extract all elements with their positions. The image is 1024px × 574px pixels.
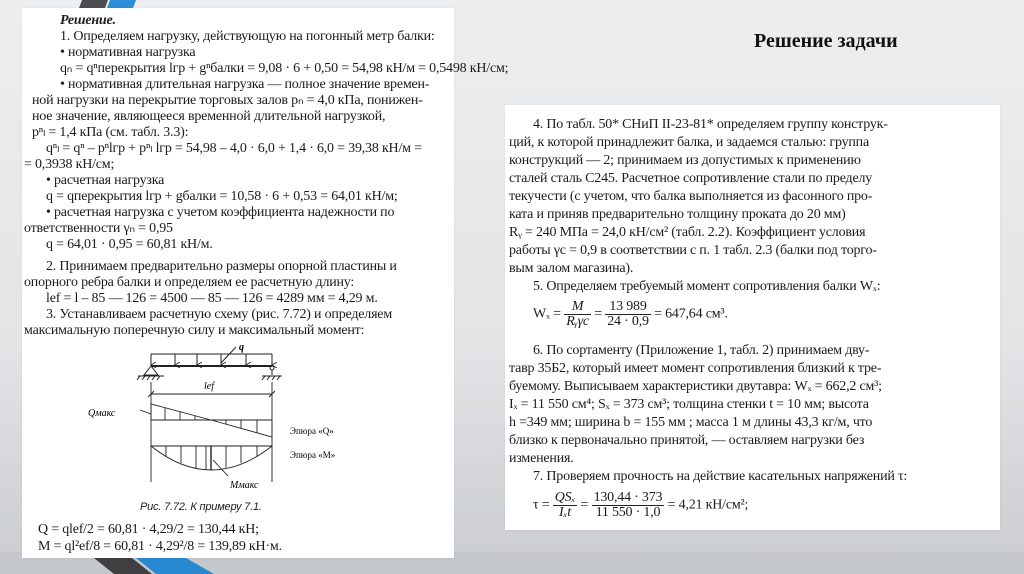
denominator: 11 550 · 1,0 <box>595 505 661 520</box>
text-line: ций, к которой принадлежит балка, и задаемся сталью: группа <box>509 135 869 150</box>
text-line: сталей сталь С245. Расчетное сопротивление стали по пределу <box>509 171 873 186</box>
equals: = <box>594 306 602 322</box>
wx-lhs: Wₓ = <box>533 306 561 322</box>
bottom-chevron-decoration <box>90 558 230 574</box>
fraction <box>592 491 665 520</box>
beam-diagram <box>82 342 402 494</box>
solution-page-left <box>22 8 509 558</box>
chevron-dark <box>79 0 108 8</box>
text-line: максимальную поперечную силу и максимальный момент: <box>24 323 365 338</box>
wx-result: = 647,64 см³. <box>654 306 728 322</box>
distributed-load-q <box>151 347 272 365</box>
fraction <box>553 491 578 520</box>
text-line: ной нагрузки на перекрытие торговых залов pₙ = 4,0 кПа, понижен- <box>32 93 423 108</box>
text-line: изменения. <box>509 451 574 466</box>
formula-line: qₙ = qⁿперекрытия lгр + gⁿбалки = 9,08 · 6 + 0,50 = 54,98 кН/м = 0,5498 кН/см; <box>60 61 509 76</box>
formula-line: q = 64,01 · 0,95 = 60,81 кН/м. <box>46 237 213 252</box>
label-epure-m: Эпюра «M» <box>290 450 336 460</box>
label-epure-q: Эпюра «Q» <box>290 426 334 436</box>
moment-result: M = ql²ef/8 = 60,81 · 4,29²/8 = 139,89 кН·м. <box>38 539 282 554</box>
text-line: текучести (с учетом, что балка выполняется из фасонного про- <box>509 189 873 204</box>
denominator: 24 · 0,9 <box>607 314 649 329</box>
slide-title: Решение задачи <box>754 30 898 52</box>
text-line: ката и приняв предварительно толщину проката до 20 мм) <box>509 207 846 222</box>
label-mmax: Mмакс <box>230 480 259 491</box>
text-line: ное значение, являющееся временной длительной нагрузкой, <box>32 109 386 124</box>
roller-support-right <box>262 366 282 380</box>
text-line: вым залом магазина). <box>509 261 634 276</box>
text-line: • расчетная нагрузка <box>46 173 165 188</box>
text-line: pⁿₗ = 1,4 кПа (см. табл. 3.3): <box>32 125 189 140</box>
numerator: QSₓ <box>554 490 576 505</box>
text-line: • расчетная нагрузка с учетом коэффициента надежности по <box>46 205 395 220</box>
text-line: h =349 мм; ширина b = 155 мм ; масса 1 м длины 43,3 кг/м, что <box>509 415 873 430</box>
text-line: близко к первоначально принятой, — оставляем нагрузки без <box>509 433 865 448</box>
text-line: 2. Принимаем предварительно размеры опорной пластины и <box>46 259 397 274</box>
label-qmax: Qмакс <box>88 408 116 419</box>
text-line: буемому. Выписываем характеристики двутавра: Wₓ = 662,2 см³; <box>509 379 882 394</box>
text-line: = 0,3938 кН/см; <box>24 157 115 172</box>
tau-lhs: τ = <box>533 497 550 513</box>
formula-line: q = qперекрытия lгр + gбалки = 10,58 · 6 + 0,53 = 64,01 кН/м; <box>46 189 398 204</box>
figure-caption: Рис. 7.72. К примеру 7.1. <box>140 501 262 513</box>
text-line: 1. Определяем нагрузку, действующую на погонный метр балки: <box>60 29 435 44</box>
fraction <box>564 300 591 329</box>
numerator: M <box>564 300 591 315</box>
text-line: 3. Устанавливаем расчетную схему (рис. 7.72) и определяем <box>46 307 392 322</box>
label-q: q <box>239 342 244 353</box>
chevron-blue <box>107 0 136 8</box>
pin-support-left <box>137 366 164 380</box>
formula-line: qⁿₗ = qⁿ – pⁿlгр + pⁿₗ lгр = 54,98 – 4,0 · 6,0 + 1,4 · 6,0 = 39,38 кН/м = <box>46 141 422 156</box>
text-line: 6. По сортаменту (Приложение 1, табл. 2) принимаем дву- <box>533 343 870 358</box>
solution-page-right <box>505 105 1000 530</box>
text-line: 4. По табл. 50* СНиП II-23-81* определяем группу конструк- <box>533 117 888 132</box>
text-line: Iₓ = 11 550 см⁴; Sₓ = 373 см³; толщина стенки t = 10 мм; высота <box>509 397 869 412</box>
text-line: 7. Проверяем прочность на действие касательных напряжений τ: <box>533 469 908 484</box>
text-line: опорного ребра балки и определяем ее расчетную длину: <box>24 275 355 290</box>
formula-tau <box>533 491 748 520</box>
text-line: работы γc = 0,9 в соответствии с п. 1 табл. 2.3 (балки под торго- <box>509 243 877 258</box>
shear-diagram <box>140 404 272 437</box>
text-line: ответственности γₙ = 0,95 <box>24 221 173 236</box>
shear-result: Q = qlef/2 = 60,81 · 4,29/2 = 130,44 кН; <box>38 522 259 537</box>
text-line: • нормативная длительная нагрузка — полное значение времен- <box>60 77 430 92</box>
text-line: • нормативная нагрузка <box>60 45 196 60</box>
text-line: конструкций — 2; принимаем из допустимых к применению <box>509 153 861 168</box>
text-line: 5. Определяем требуемый момент сопротивления балки Wₓ: <box>533 279 881 294</box>
text-line: тавр 35Б2, который имеет момент сопротивления близкий к тре- <box>509 361 882 376</box>
solution-heading: Решение. <box>60 13 116 28</box>
denominator: Iₓt <box>559 505 571 520</box>
formula-wx <box>533 300 728 329</box>
label-lef: lef <box>204 381 214 392</box>
moment-diagram <box>151 446 272 476</box>
formula-line: lef = l – 85 — 126 = 4500 — 85 — 126 = 4289 мм = 4,29 м. <box>46 291 378 306</box>
numerator: 13 989 <box>605 300 651 315</box>
fraction <box>605 300 651 329</box>
numerator: 130,44 · 373 <box>593 490 663 505</box>
tau-result: = 4,21 кН/см²; <box>667 497 749 513</box>
denominator: Rᵧγc <box>566 314 589 329</box>
equals: = <box>580 497 589 513</box>
top-chevron-decoration-blue <box>106 0 136 8</box>
text-line: Rᵧ = 240 МПа = 24,0 кН/см² (табл. 2.2). Коэффициент условия <box>509 225 866 240</box>
